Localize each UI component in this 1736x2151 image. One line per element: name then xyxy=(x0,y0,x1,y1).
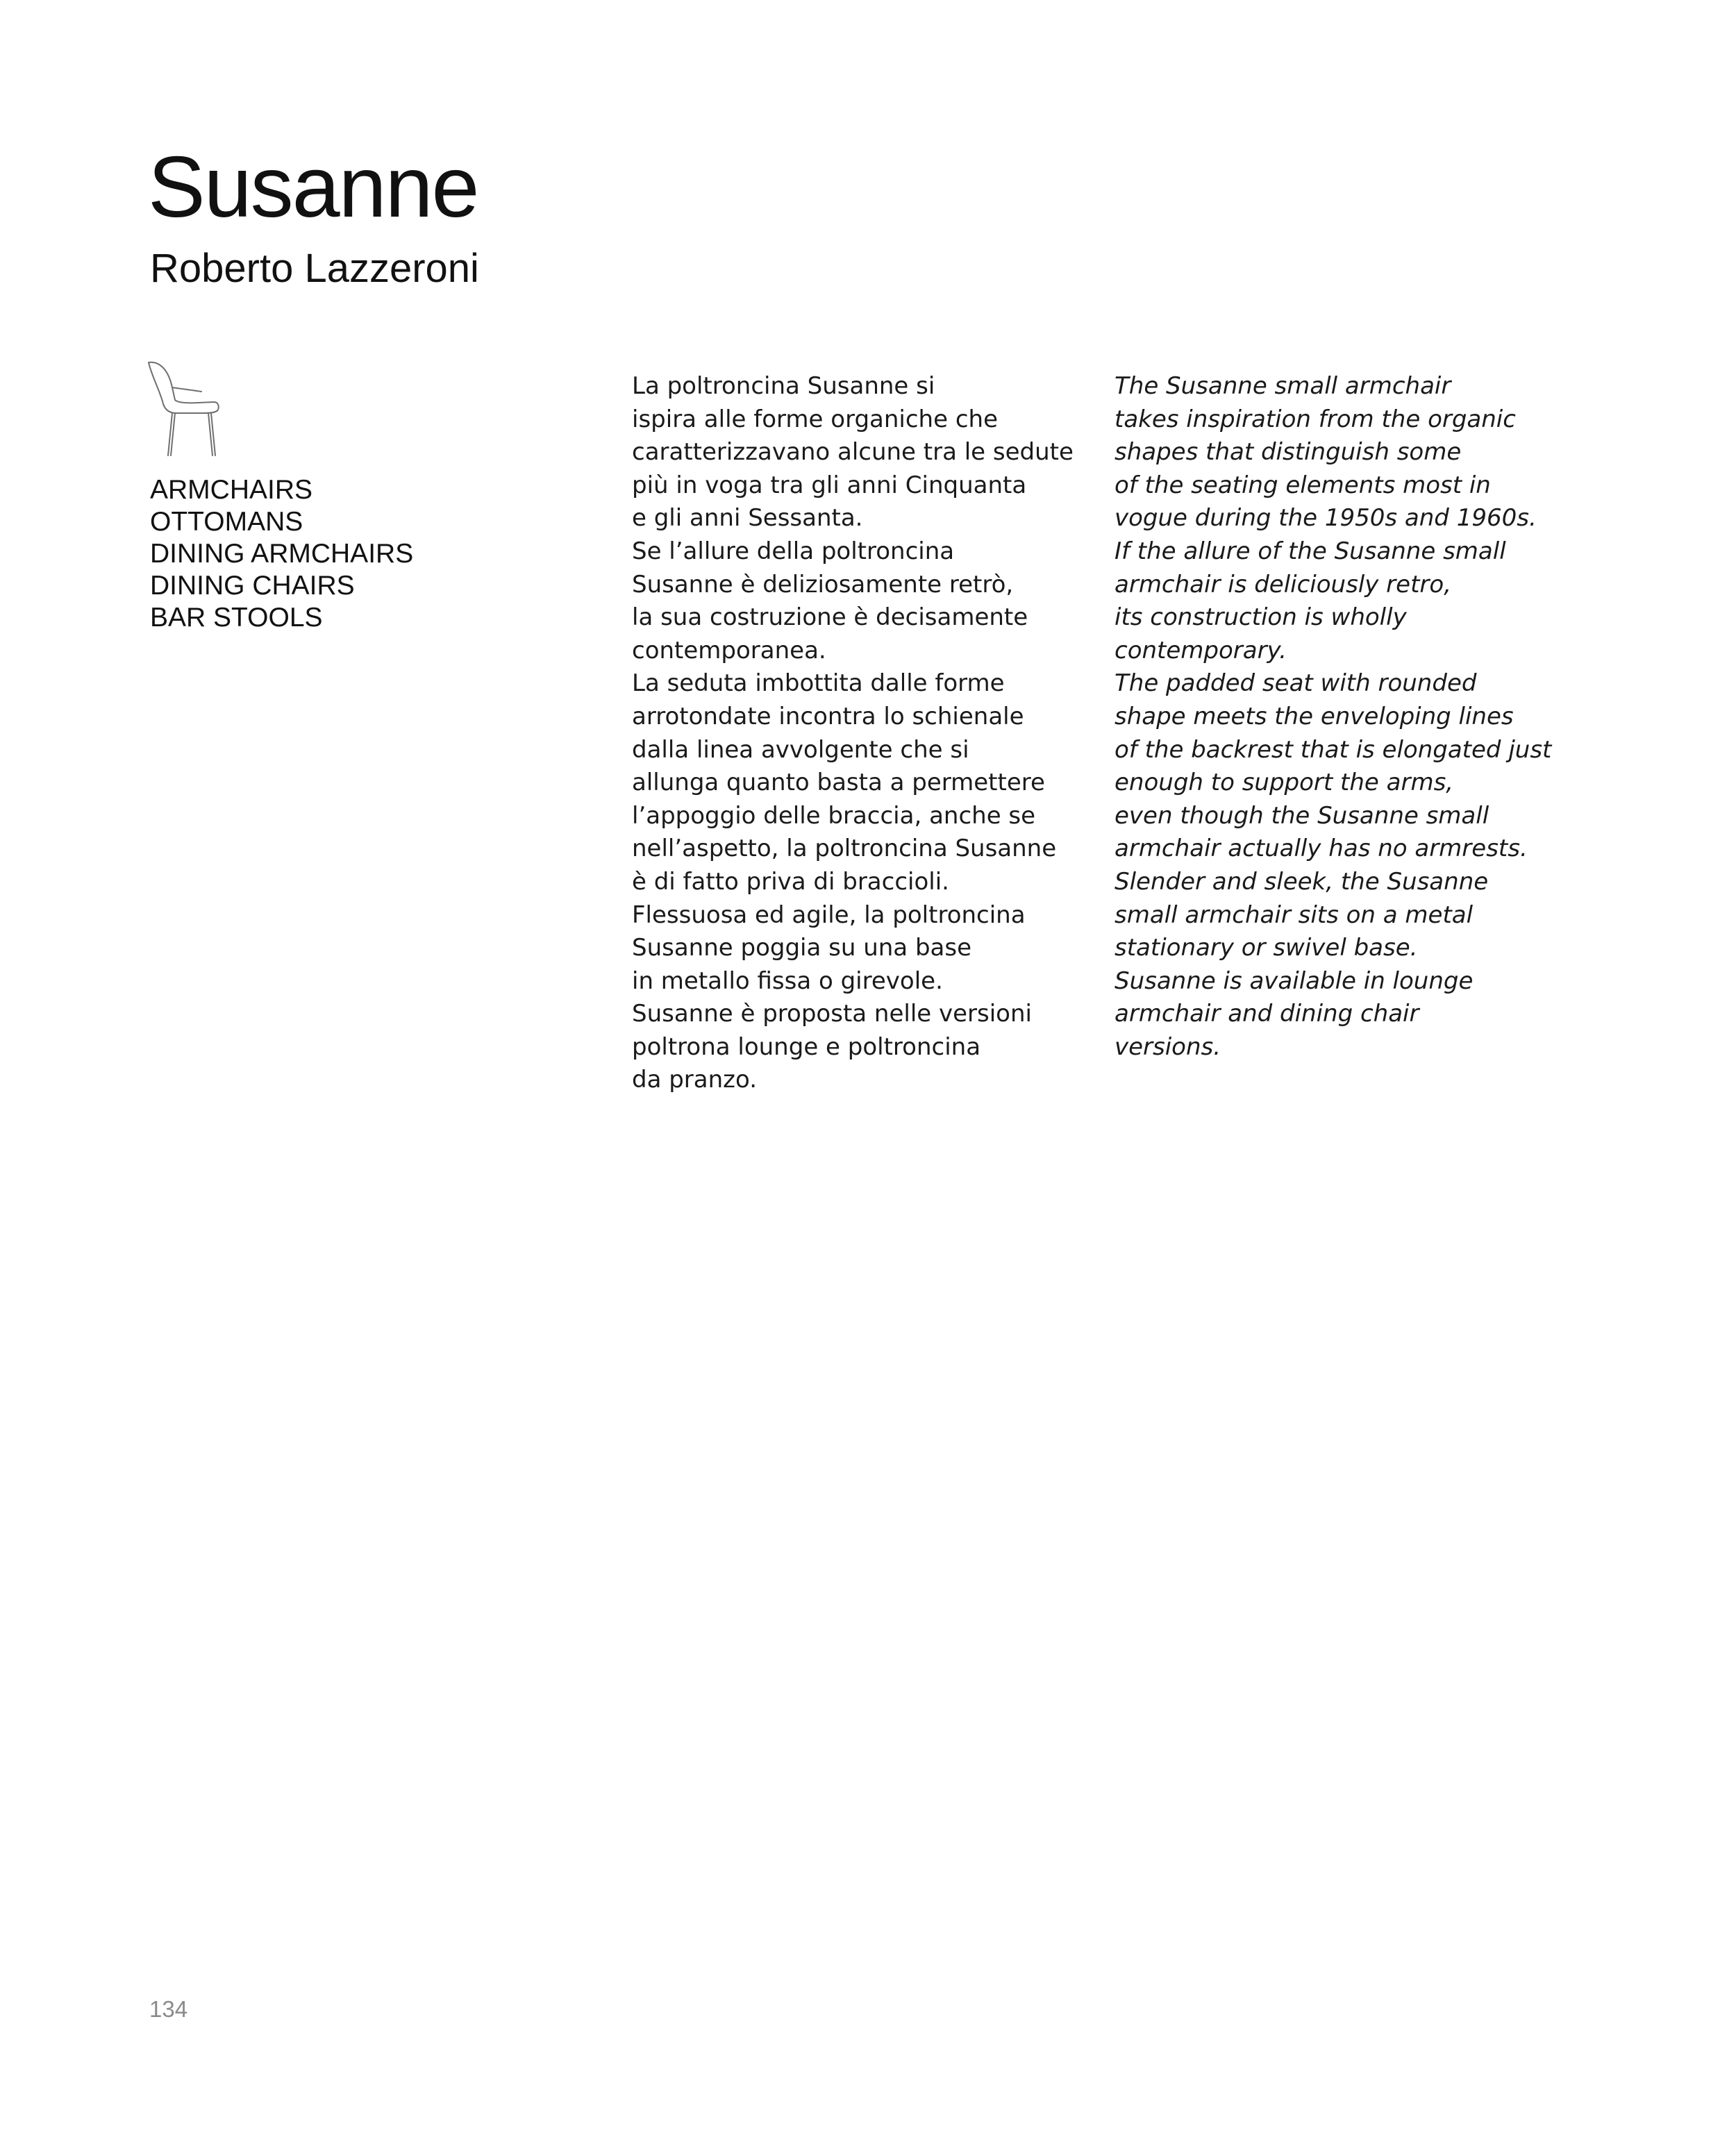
text-line: of the backrest that is elongated just xyxy=(1115,735,1552,764)
chair-outline-icon xyxy=(144,360,222,457)
text-line: armchair is deliciously retro, xyxy=(1115,570,1451,599)
text-line: Susanne poggia su una base xyxy=(632,934,971,962)
text-line: enough to support the arms, xyxy=(1115,769,1454,797)
text-line: dalla linea avvolgente che si xyxy=(632,735,969,764)
text-line: Susanne è proposta nelle versioni xyxy=(632,1000,1032,1028)
category-list xyxy=(150,474,413,634)
category-item: OTTOMANS xyxy=(150,507,303,537)
text-line: Flessuosa ed agile, la poltroncina xyxy=(632,901,1026,929)
text-line: even though the Susanne small xyxy=(1115,801,1489,830)
text-line: l’appoggio delle braccia, anche se xyxy=(632,801,1036,830)
category-item: BAR STOOLS xyxy=(150,603,323,633)
text-line: of the seating elements most in xyxy=(1115,471,1491,499)
text-line: armchair actually has no armrests. xyxy=(1115,835,1528,863)
italian-description xyxy=(632,370,1074,1097)
text-line: contemporary. xyxy=(1115,636,1287,664)
text-line: La poltroncina Susanne si xyxy=(632,372,935,400)
text-line: ispira alle forme organiche che xyxy=(632,405,998,433)
text-line: contemporanea. xyxy=(632,636,826,664)
text-line: arrotondate incontra lo schienale xyxy=(632,702,1024,730)
text-line: If the allure of the Susanne small xyxy=(1115,537,1506,565)
text-line: its construction is wholly xyxy=(1115,603,1407,632)
page-title: Susanne xyxy=(148,140,478,235)
designer-name: Roberto Lazzeroni xyxy=(150,246,479,291)
category-item: ARMCHAIRS xyxy=(150,475,313,505)
text-line: vogue during the 1950s and 1960s. xyxy=(1115,504,1537,533)
text-line: caratterizzavano alcune tra le sedute xyxy=(632,438,1074,467)
text-line: shape meets the enveloping lines xyxy=(1115,702,1514,730)
text-line: allunga quanto basta a permettere xyxy=(632,769,1045,797)
text-line: Susanne is available in lounge xyxy=(1115,966,1474,995)
text-line: shapes that distinguish some xyxy=(1115,438,1462,467)
category-item: DINING CHAIRS xyxy=(150,571,355,601)
text-line: takes inspiration from the organic xyxy=(1115,405,1516,433)
text-line: stationary or swivel base. xyxy=(1115,934,1418,962)
text-line: versions. xyxy=(1115,1032,1221,1061)
category-item: DINING ARMCHAIRS xyxy=(150,539,414,569)
text-line: Susanne è deliziosamente retrò, xyxy=(632,570,1014,599)
text-line: in metallo fissa o girevole. xyxy=(632,966,943,995)
page-number: 134 xyxy=(149,1996,188,2022)
text-line: Slender and sleek, the Susanne xyxy=(1115,867,1489,896)
text-line: da pranzo. xyxy=(632,1066,758,1094)
text-line: La seduta imbottita dalle forme xyxy=(632,669,1005,698)
english-description xyxy=(1115,370,1551,1064)
text-line: Se l’allure della poltroncina xyxy=(632,537,955,565)
text-line: The padded seat with rounded xyxy=(1115,669,1477,698)
text-line: è di fatto priva di braccioli. xyxy=(632,867,949,896)
text-line: la sua costruzione è decisamente xyxy=(632,603,1028,632)
text-line: small armchair sits on a metal xyxy=(1115,901,1474,929)
text-line: poltrona lounge e poltroncina xyxy=(632,1032,981,1061)
text-line: The Susanne small armchair xyxy=(1115,372,1451,400)
text-line: nell’aspetto, la poltroncina Susanne xyxy=(632,835,1057,863)
text-line: più in voga tra gli anni Cinquanta xyxy=(632,471,1027,499)
text-line: armchair and dining chair xyxy=(1115,1000,1419,1028)
text-line: e gli anni Sessanta. xyxy=(632,504,863,533)
